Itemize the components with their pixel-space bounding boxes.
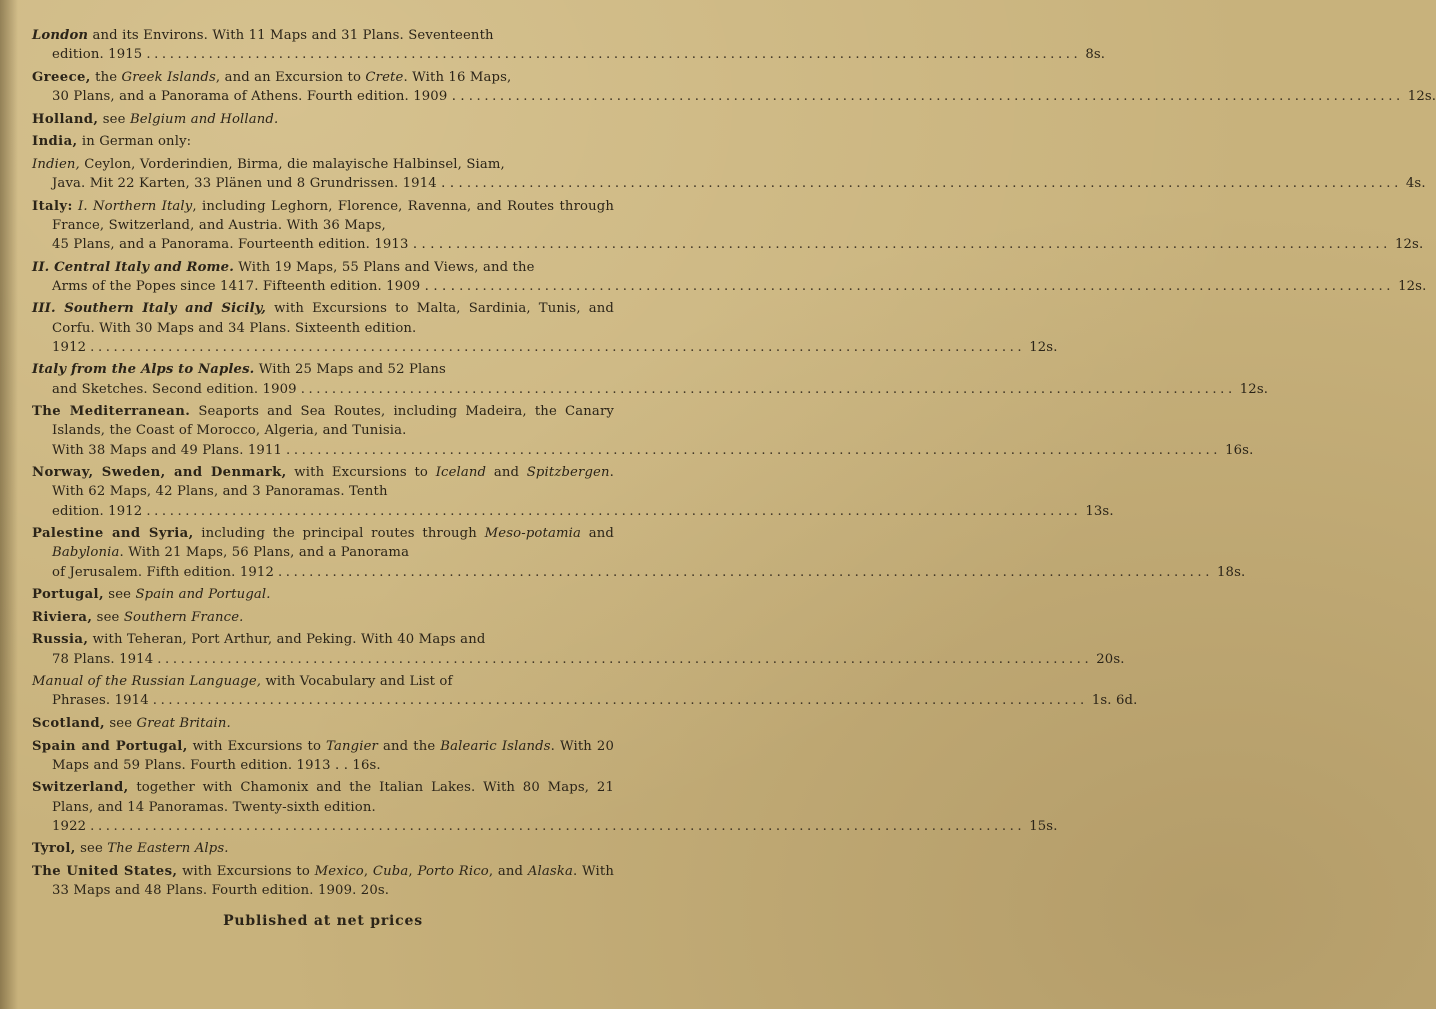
entry-price: 8s. [1085, 47, 1106, 63]
entry-head: The Mediterranean. [32, 404, 191, 420]
entry-head: The United States, [32, 863, 178, 879]
entry-body: With 25 Maps and 52 Plans [254, 362, 446, 378]
entry-portugal [32, 585, 614, 604]
entry-london [32, 26, 1106, 64]
entry-greece [32, 68, 1436, 106]
entry-head: Italy: [32, 198, 73, 214]
entry-head: Scotland, [32, 715, 105, 731]
entry-head: Italy from the Alps to Naples. [32, 362, 255, 378]
entry-price: 18s. [1217, 564, 1246, 580]
entry-head: Greece, [32, 69, 91, 85]
entry-russia [32, 630, 1125, 668]
entry-head: Russia, [32, 632, 89, 648]
entry-tyrol [32, 839, 614, 858]
entry-price: 16s. [352, 757, 381, 773]
entry-tail: see The Eastern Alps. [75, 841, 229, 857]
entry-head: Palestine and Syria, [32, 526, 194, 542]
entry-price-line: edition. 1915 ........................................................................................................................ 8s. [52, 45, 614, 64]
entry-body: with Teheran, Port Arthur, and Peking. With 40 Maps and [88, 632, 486, 648]
entry-india [32, 132, 614, 151]
entry-spain-portugal [32, 737, 614, 775]
entry-switzerland [32, 778, 1058, 836]
entry-price: 13s. [1085, 503, 1114, 519]
entry-price-line: 1922 ........................................................................................................................ 15s. [52, 817, 614, 836]
entry-price: 16s. [1225, 442, 1254, 458]
entry-body: including the principal routes through Meso-potamia and Babylonia. With 21 Maps, 56 Plans, and a Panorama [52, 526, 614, 561]
entry-italy-northern [32, 197, 1424, 255]
entry-italy-southern [32, 299, 1058, 357]
entry-price: 12s. [1029, 339, 1058, 355]
entry-head: Portugal, [32, 587, 104, 603]
entry-body: together with Chamonix and the Italian Lakes. With 80 Maps, 21 Plans, and 14 Panoramas. Twenty-sixth edition. [52, 780, 614, 815]
entry-price: 12s. [1407, 89, 1436, 104]
entry-head: Norway, Sweden, and Denmark, [32, 465, 287, 481]
entry-body: Seaports and Sea Routes, including Madeira, the Canary Islands, the Coast of Morocco, Algeria, and Tunisia. [52, 404, 614, 439]
entry-body: with Excursions to Malta, Sardinia, Tunis, and Corfu. With 30 Maps and 34 Plans. Sixteenth edition. [52, 301, 614, 336]
entry-price: 20s. [360, 883, 390, 899]
entry-tail: in German only: [77, 134, 192, 150]
entry-price: 12s. [1239, 381, 1269, 397]
entry-italy-alps-naples [32, 360, 1269, 398]
entry-price-line: 78 Plans. 1914 ........................................................................................................................ 20s. [52, 650, 614, 669]
entry-holland [32, 110, 614, 129]
entry-indien [32, 155, 1426, 193]
entry-price: 15s. [1029, 818, 1058, 834]
entry-body: the Greek Islands, and an Excursion to Crete. With 16 Maps, [90, 69, 512, 85]
entry-head: Holland, [32, 111, 99, 127]
entry-russian-manual [32, 672, 1138, 710]
entry-palestine [32, 524, 1246, 582]
entry-price-line: edition. 1912 ........................................................................................................................ 13s. [52, 502, 614, 521]
entry-head: Indien, [32, 156, 80, 172]
entry-head: II. Central Italy and Rome. [32, 259, 234, 275]
entry-price-line: Arms of the Popes since 1417. Fifteenth edition. 1909 . . . . ........................................................................................................................ 12s. [52, 277, 614, 296]
entry-price-line: of Jerusalem. Fifth edition. 1912 ........................................................................................................................ 18s. [52, 563, 614, 582]
entry-body: with Excursions to Tangier and the Balearic Islands. With 20 Maps and 59 Plans. Fourth edition. 1913 . . [52, 738, 614, 773]
entry-head: Spain and Portugal, [32, 738, 188, 754]
entry-head: India, [32, 134, 78, 150]
entry-body: with Excursions to Iceland and Spitzbergen. With 62 Maps, 42 Plans, and 3 Panoramas. Tenth [52, 465, 614, 500]
entry-norway [32, 463, 1114, 521]
entry-body: I. Northern Italy, including Leghorn, Florence, Ravenna, and Routes through France, Switzerland, and Austria. With 36 Maps, [52, 198, 614, 233]
entry-riviera [32, 608, 614, 627]
entry-price: 1s. 6d. [1091, 693, 1138, 709]
entry-price: 12s. [1394, 236, 1424, 252]
entry-price-line: 45 Plans, and a Panorama. Fourteenth edition. 1913 . . . . . ........................................................................................................................ 12s. [52, 235, 614, 254]
entry-price: 4s. [1405, 175, 1426, 191]
entry-body: and its Environs. With 11 Maps and 31 Plans. Seventeenth [88, 28, 494, 43]
entry-price-line: Java. Mit 22 Karten, 33 Plänen und 8 Grundrissen. 1914 . . . ........................................................................................................................ 4s. [52, 174, 614, 193]
entry-head: Switzerland, [32, 780, 129, 796]
entry-price-line: 30 Plans, and a Panorama of Athens. Fourth edition. 1909 . . ........................................................................................................................ 12s. [52, 87, 614, 106]
entry-price-line: 1912 ........................................................................................................................ 12s. [52, 338, 614, 357]
entry-tail: see Southern France. [92, 609, 244, 625]
leader-dots: ........................................................................................................................ [146, 47, 1082, 63]
entry-head: Tyrol, [32, 841, 76, 857]
entry-tail: see Spain and Portugal. [103, 587, 271, 603]
entry-body: Ceylon, Vorderindien, Birma, die malayische Halbinsel, Siam, [79, 156, 505, 172]
entry-united-states [32, 862, 614, 900]
entry-head: Riviera, [32, 609, 93, 625]
entry-price-line: With 38 Maps and 49 Plans. 1911 ........................................................................................................................ 16s. [52, 441, 614, 460]
page-edge-shadow [0, 0, 18, 1009]
entry-mediterranean [32, 402, 1254, 460]
entry-head: London [32, 28, 89, 43]
entry-price-line: and Sketches. Second edition. 1909 ........................................................................................................................ 12s. [52, 380, 614, 399]
entry-tail: see Great Britain. [105, 715, 231, 731]
entry-body: with Vocabulary and List of [261, 674, 453, 690]
entry-body: with Excursions to Mexico, Cuba, Porto Rico, and Alaska. With 33 Maps and 48 Plans. Fourth edition. 1909. [52, 863, 614, 899]
entry-head: III. Southern Italy and Sicily, [32, 301, 267, 317]
entry-price: 12s. [1398, 278, 1427, 294]
entry-scotland [32, 714, 614, 733]
entry-italy-central [32, 258, 1427, 296]
footer-note: Published at net prices [223, 913, 423, 930]
entry-body: With 19 Maps, 55 Plans and Views, and the [233, 259, 535, 275]
entry-tail: see Belgium and Holland. [98, 111, 279, 127]
entry-price-line: Phrases. 1914 ........................................................................................................................ 1s. 6d. [52, 691, 614, 710]
entry-price: 20s. [1096, 651, 1125, 667]
entry-head: Manual of the Russian Language, [32, 674, 262, 690]
